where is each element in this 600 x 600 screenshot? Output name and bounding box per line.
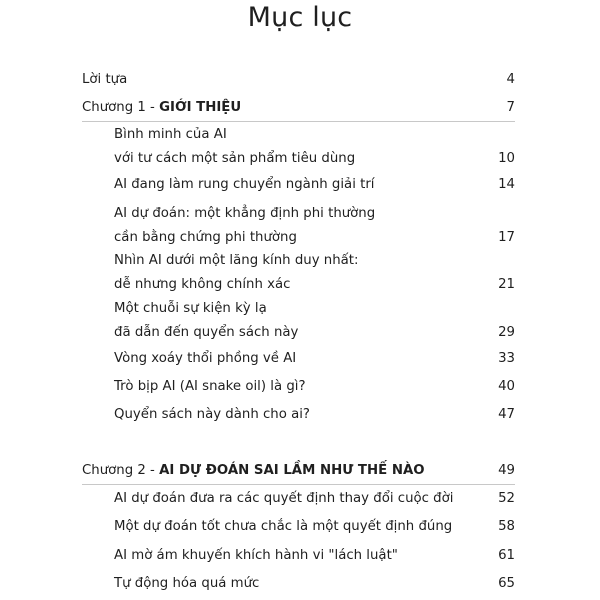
chapter-underline — [82, 121, 515, 122]
toc-entry-title: AI dự đoán đưa ra các quyết định thay đổi cuộc đời — [114, 491, 454, 506]
toc-page-number: 47 — [498, 407, 515, 422]
toc-page-number: 49 — [498, 463, 515, 478]
toc-page-number: 14 — [498, 177, 515, 192]
toc-page-number: 29 — [498, 325, 515, 340]
page-title: Mục lục — [247, 2, 353, 33]
chapter-prefix: Chương 1 - — [82, 100, 160, 115]
toc-entry-title: Lời tựa — [82, 72, 128, 87]
toc-page-number: 52 — [498, 491, 515, 506]
toc-entry-title: Vòng xoáy thổi phồng về AI — [114, 351, 297, 366]
toc-entry-title: Bình minh của AI — [114, 127, 227, 142]
toc-entry-title: AI dự đoán: một khẳng định phi thường — [114, 206, 376, 221]
toc-entry-title: Một dự đoán tốt chưa chắc là một quyết định đúng — [114, 519, 453, 534]
chapter-title: GIỚI THIỆU — [159, 100, 242, 115]
toc-page-number: 61 — [498, 548, 515, 563]
chapter-underline — [82, 484, 515, 485]
toc-page-number: 58 — [498, 519, 515, 534]
toc-entry-title: cần bằng chứng phi thường — [114, 230, 297, 245]
toc-page-number: 7 — [506, 100, 515, 115]
toc-page-number: 4 — [506, 72, 515, 87]
toc-page-number: 21 — [498, 277, 515, 292]
toc-entry-title: Nhìn AI dưới một lăng kính duy nhất: — [114, 253, 359, 268]
toc-entry-title: với tư cách một sản phẩm tiêu dùng — [114, 151, 356, 166]
toc-page-number: 33 — [498, 351, 515, 366]
toc-entry-title: dễ nhưng không chính xác — [114, 277, 291, 292]
toc-entry-title: Trò bịp AI (AI snake oil) là gì? — [114, 379, 306, 394]
chapter-prefix: Chương 2 - — [82, 463, 160, 478]
toc-page-number: 10 — [498, 151, 515, 166]
toc-page-number: 40 — [498, 379, 515, 394]
toc-page-number: 65 — [498, 576, 515, 591]
toc-entry-title: Tự động hóa quá mức — [114, 576, 260, 591]
toc-page-number: 17 — [498, 230, 515, 245]
chapter-title: AI DỰ ĐOÁN SAI LẦM NHƯ THẾ NÀO — [159, 463, 425, 478]
toc-entry-title: AI mờ ám khuyến khích hành vi "lách luật" — [114, 548, 398, 563]
toc-entry-title: AI đang làm rung chuyển ngành giải trí — [114, 177, 375, 192]
toc-entry-title: Quyển sách này dành cho ai? — [114, 407, 310, 422]
toc-entry-title: đã dẫn đến quyển sách này — [114, 325, 299, 340]
toc-entry-title: Một chuỗi sự kiện kỳ lạ — [114, 301, 267, 316]
